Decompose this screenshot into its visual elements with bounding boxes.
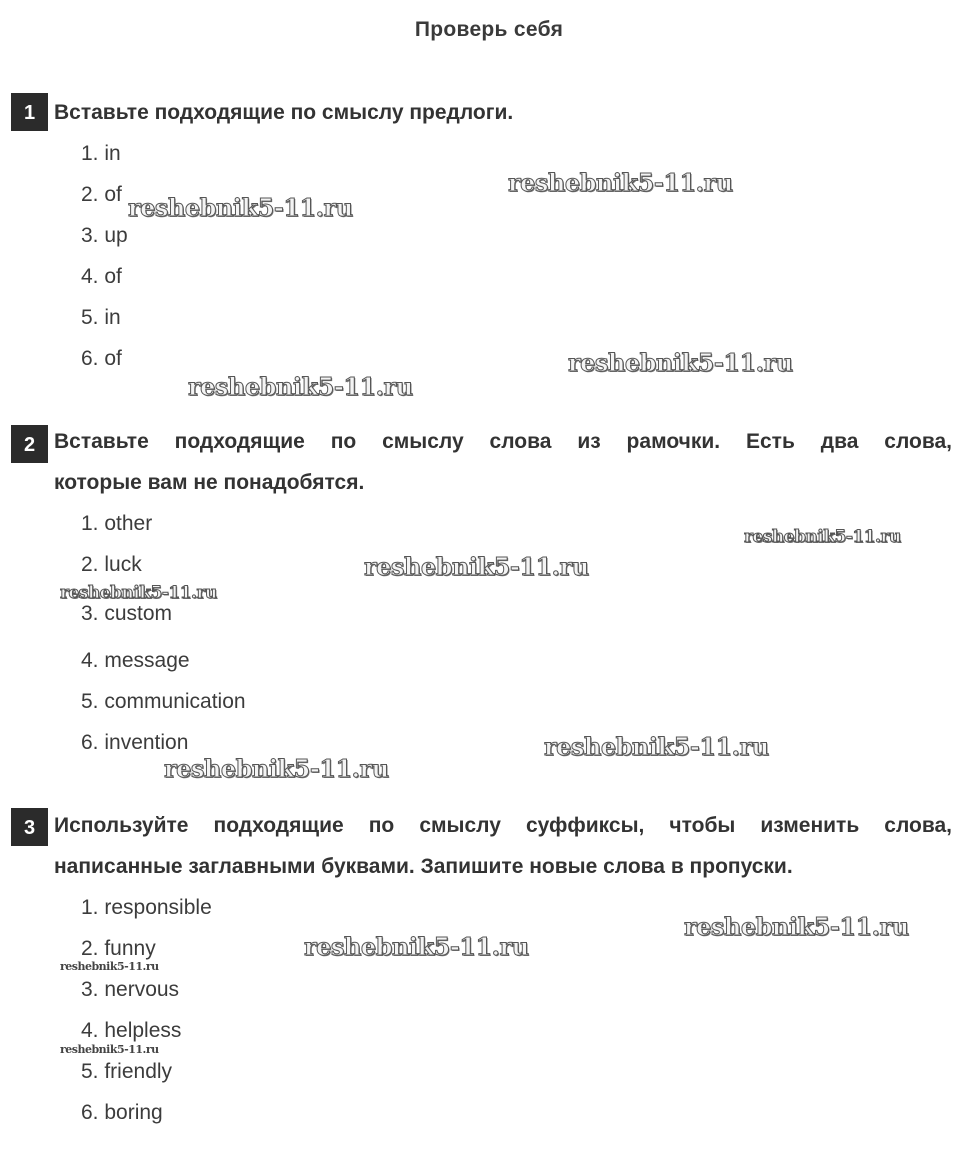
task-3-answer-2: 2. funny [81, 937, 156, 960]
task-3-answer-4: 4. helpless [81, 1019, 182, 1042]
watermark: reshebnik5-11.ru [164, 754, 389, 783]
watermark: reshebnik5-11.ru [508, 168, 733, 197]
task-2-answer-4: 4. message [81, 649, 190, 672]
watermark: reshebnik5-11.ru [60, 583, 217, 603]
task-1-number: 1 [11, 93, 48, 131]
watermark: reshebnik5-11.ru [60, 1043, 159, 1056]
watermark: reshebnik5-11.ru [568, 348, 793, 377]
task-2-answer-3: 3. custom [81, 602, 173, 625]
task-3-instruction-line-1: Используйте подходящие по смыслу суффиксы, чтобы изменить слова, [54, 814, 952, 837]
watermark: reshebnik5-11.ru [544, 732, 769, 761]
watermark: reshebnik5-11.ru [188, 372, 413, 401]
task-2-instruction [54, 421, 952, 503]
task-1-answer-6: 6. of [81, 347, 122, 370]
task-3-answer-6: 6. boring [81, 1101, 163, 1124]
task-1-answer-5: 5. in [81, 306, 121, 329]
watermark: reshebnik5-11.ru [128, 193, 353, 222]
task-2-answer-1: 1. other [81, 512, 153, 535]
watermark: reshebnik5-11.ru [684, 912, 909, 941]
task-3-number: 3 [11, 808, 48, 846]
task-2-answer-5: 5. communication [81, 690, 246, 713]
task-2-answer-2: 2. luck [81, 553, 142, 576]
task-1-answer-1: 1. in [81, 142, 121, 165]
task-2-answer-6: 6. invention [81, 731, 189, 754]
task-1-answer-4: 4. of [81, 265, 122, 288]
task-3-answer-1: 1. responsible [81, 896, 212, 919]
task-3-answer-5: 5. friendly [81, 1060, 173, 1083]
watermark: reshebnik5-11.ru [60, 960, 159, 973]
task-2-number: 2 [11, 425, 48, 463]
task-1-answer-2: 2. of [81, 183, 122, 206]
task-1-instruction: Вставьте подходящие по смыслу предлоги. [54, 101, 514, 124]
task-2-instruction-line-1: Вставьте подходящие по смыслу слова из рамочки. Есть два слова, [54, 430, 952, 453]
watermark: reshebnik5-11.ru [744, 527, 901, 547]
watermark: reshebnik5-11.ru [304, 932, 529, 961]
task-2-instruction-line-2: которые вам не понадобятся. [54, 471, 365, 494]
task-3-answer-3: 3. nervous [81, 978, 180, 1001]
page-title: Проверь себя [414, 18, 564, 41]
task-3-instruction-line-2: написанные заглавными буквами. Запишите новые слова в пропуски. [54, 855, 793, 878]
task-3-instruction [54, 805, 952, 887]
task-1-answer-3: 3. up [81, 224, 128, 247]
watermark: reshebnik5-11.ru [364, 552, 589, 581]
